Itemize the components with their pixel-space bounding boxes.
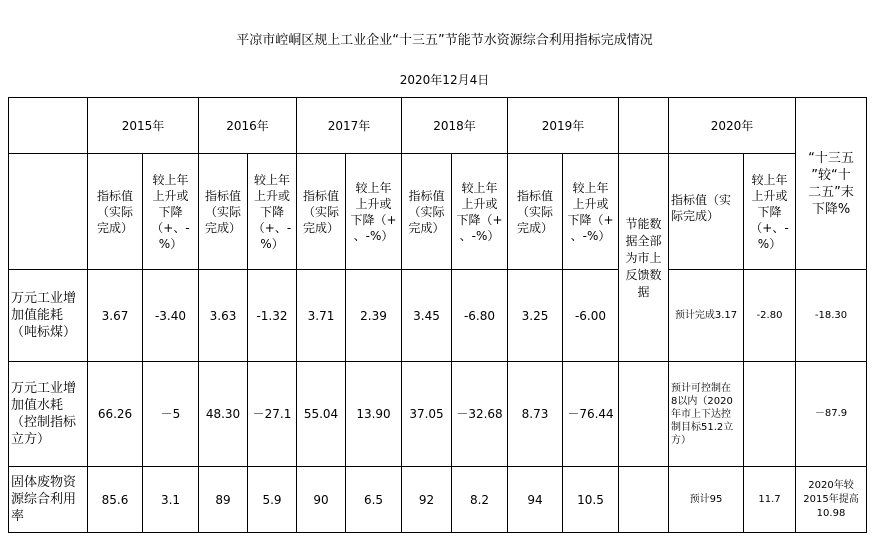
cell: 94 bbox=[508, 467, 563, 533]
year-2015: 2015年 bbox=[88, 98, 199, 154]
corner-cell bbox=[9, 98, 88, 154]
cell: 37.05 bbox=[402, 362, 452, 467]
cell: 13.90 bbox=[346, 362, 402, 467]
cell: 89 bbox=[199, 467, 248, 533]
header-2016-change: 较上年 上升或 下降 （+、- %） bbox=[248, 154, 297, 270]
cell-2020-change: 11.7 bbox=[744, 467, 796, 533]
cell-2020-change: -2.80 bbox=[744, 270, 796, 362]
cell: －76.44 bbox=[563, 362, 619, 467]
cell-2020-value: 预计95 bbox=[669, 467, 744, 533]
table-row bbox=[9, 270, 867, 362]
cell: 3.45 bbox=[402, 270, 452, 362]
year-header-row bbox=[9, 98, 867, 154]
header-2019-change: 较上年 上升或 下降（+ 、-%） bbox=[563, 154, 619, 270]
cell: 10.5 bbox=[563, 467, 619, 533]
blank-note-cell bbox=[619, 467, 669, 533]
cell: 3.25 bbox=[508, 270, 563, 362]
thirteenth-five-year-header: “十三五 ”较“十 二五”末 下降% bbox=[796, 98, 867, 270]
cell: －5 bbox=[143, 362, 199, 467]
cell: 55.04 bbox=[297, 362, 346, 467]
cell: 3.63 bbox=[199, 270, 248, 362]
cell: 85.6 bbox=[88, 467, 143, 533]
header-2015-change: 较上年 上升或 下降 （+、- %） bbox=[143, 154, 199, 270]
row-label-solid-waste: 固体废物资 源综合利用 率 bbox=[9, 467, 88, 533]
cell: -3.40 bbox=[143, 270, 199, 362]
sub-header-row bbox=[9, 154, 867, 270]
page-title: 平凉市崆峒区规上工业企业“十三五”节能节水资源综合利用指标完成情况 bbox=[236, 33, 653, 48]
cell: -1.32 bbox=[248, 270, 297, 362]
year-2016: 2016年 bbox=[199, 98, 297, 154]
blank-note-cell bbox=[619, 362, 669, 467]
cell: 92 bbox=[402, 467, 452, 533]
row-label-water: 万元工业增 加值水耗 （控制指标 立方） bbox=[9, 362, 88, 467]
note-header-cell bbox=[619, 98, 669, 154]
cell-thirteenth-drop: -18.30 bbox=[796, 270, 867, 362]
header-2018-change: 较上年 上升或 下降（+ 、-%） bbox=[452, 154, 508, 270]
table-row bbox=[9, 362, 867, 467]
header-2020-change: 较上年 上升或 下降 （+、- %） bbox=[744, 154, 796, 270]
row-label-energy: 万元工业增 加值能耗 （吨标煤） bbox=[9, 270, 88, 362]
cell: 90 bbox=[297, 467, 346, 533]
energy-data-note: 节能数 据全部 为市上 反馈数 据 bbox=[619, 154, 669, 362]
header-2017-change: 较上年 上升或 下降（+ 、-%） bbox=[346, 154, 402, 270]
cell: －27.1 bbox=[248, 362, 297, 467]
cell: 3.1 bbox=[143, 467, 199, 533]
report-date: 2020年12月4日 bbox=[399, 73, 490, 87]
cell: 5.9 bbox=[248, 467, 297, 533]
header-2017-value: 指标值 （实际 完成） bbox=[297, 154, 346, 270]
cell: -6.00 bbox=[563, 270, 619, 362]
cell: 8.2 bbox=[452, 467, 508, 533]
cell: 3.67 bbox=[88, 270, 143, 362]
table-row bbox=[9, 467, 867, 533]
year-2019: 2019年 bbox=[508, 98, 619, 154]
indicator-table bbox=[8, 97, 867, 533]
cell-2020-value: 预计可控制在 8以内（2020 年市上下达控 制目标51.2立 方） bbox=[669, 362, 744, 467]
blank-label-cell bbox=[9, 154, 88, 270]
year-2020: 2020年 bbox=[669, 98, 796, 154]
year-2018: 2018年 bbox=[402, 98, 508, 154]
cell: 3.71 bbox=[297, 270, 346, 362]
cell: 6.5 bbox=[346, 467, 402, 533]
cell-thirteenth-drop: 2020年较 2015年提高 10.98 bbox=[796, 467, 867, 533]
cell: 66.26 bbox=[88, 362, 143, 467]
cell-thirteenth-drop: －87.9 bbox=[796, 362, 867, 467]
header-2020-value: 指标值（实 际完成） bbox=[669, 154, 744, 270]
year-2017: 2017年 bbox=[297, 98, 402, 154]
header-2019-value: 指标值 （实际 完成） bbox=[508, 154, 563, 270]
header-2018-value: 指标值 （实际 完成） bbox=[402, 154, 452, 270]
cell: 48.30 bbox=[199, 362, 248, 467]
cell-2020-change bbox=[744, 362, 796, 467]
cell: －32.68 bbox=[452, 362, 508, 467]
header-2015-value: 指标值 （实际 完成） bbox=[88, 154, 143, 270]
cell: 8.73 bbox=[508, 362, 563, 467]
cell: 2.39 bbox=[346, 270, 402, 362]
cell: -6.80 bbox=[452, 270, 508, 362]
header-2016-value: 指标值 （实际 完成） bbox=[199, 154, 248, 270]
cell-2020-value: 预计完成3.17 bbox=[669, 270, 744, 362]
